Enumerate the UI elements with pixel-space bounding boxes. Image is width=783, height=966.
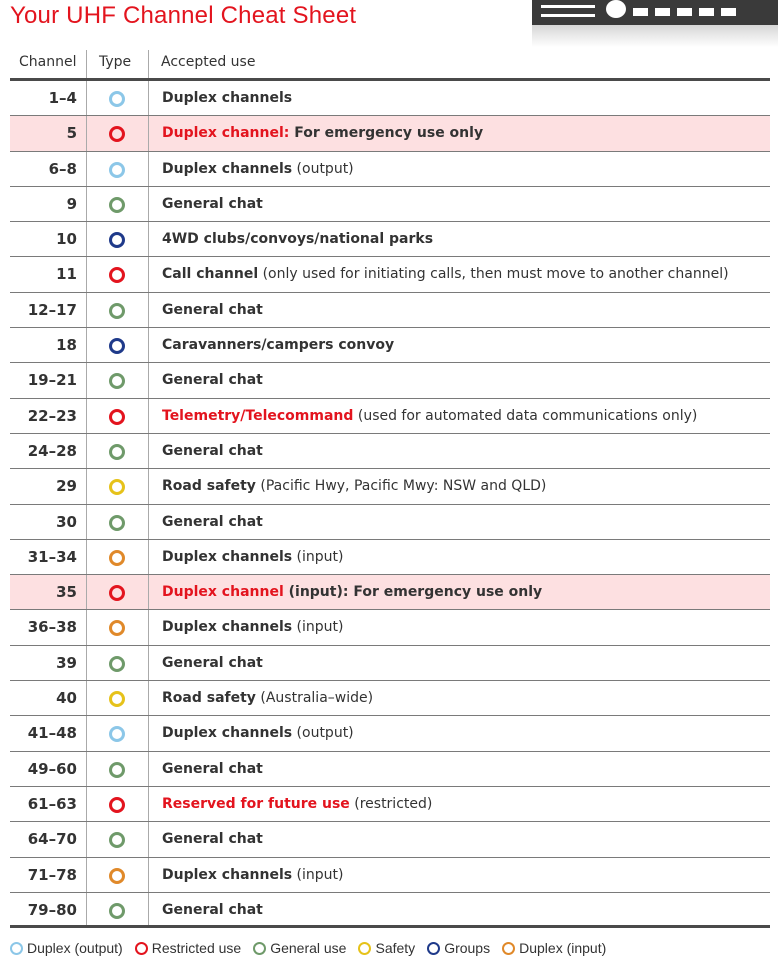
type-ring-icon — [109, 303, 125, 319]
legend-ring-icon — [253, 942, 266, 955]
accepted-use — [162, 549, 343, 565]
table-row — [10, 716, 770, 751]
column-divider — [86, 752, 87, 786]
column-divider — [86, 858, 87, 892]
column-divider — [148, 328, 149, 362]
type-ring-icon — [109, 585, 125, 601]
table-bottom-rule — [10, 925, 770, 928]
table-row — [10, 328, 770, 363]
channel-number: 9 — [66, 194, 77, 213]
dash-icon — [633, 8, 648, 16]
column-divider — [86, 81, 87, 115]
channel-number: 39 — [56, 653, 77, 672]
table-body — [10, 81, 770, 928]
legend-ring-icon — [427, 942, 440, 955]
legend — [10, 940, 618, 956]
channel-number: 64–70 — [27, 830, 77, 849]
type-ring-icon — [109, 620, 125, 636]
use-bold-text: 4WD clubs/convoys/national parks — [162, 231, 434, 248]
channel-number: 18 — [56, 336, 77, 355]
table-row — [10, 434, 770, 469]
column-divider — [148, 81, 149, 115]
column-divider — [86, 116, 87, 150]
use-bold-text: For emergency use only — [289, 125, 484, 142]
column-divider — [86, 540, 87, 574]
use-bold-text: Duplex channels — [162, 160, 293, 177]
channel-number: 36–38 — [27, 618, 77, 637]
type-ring-icon — [109, 479, 125, 495]
table-row — [10, 822, 770, 857]
type-ring-icon — [109, 162, 125, 178]
column-divider — [148, 681, 149, 715]
accepted-use — [162, 125, 483, 141]
column-divider — [86, 222, 87, 256]
use-note-text: (Australia–wide) — [255, 690, 374, 707]
use-bold-text: Call channel — [162, 266, 259, 283]
column-divider — [148, 257, 149, 291]
column-divider — [148, 610, 149, 644]
table-row — [10, 505, 770, 540]
column-divider — [86, 187, 87, 221]
column-divider — [86, 363, 87, 397]
use-highlight-text: Duplex channel — [162, 584, 284, 601]
column-divider — [148, 646, 149, 680]
column-divider — [86, 787, 87, 821]
channel-number: 5 — [66, 124, 77, 143]
legend-ring-icon — [10, 942, 23, 955]
use-bold-text: General chat — [162, 831, 263, 848]
accepted-use — [162, 372, 263, 388]
channel-number: 40 — [56, 689, 77, 708]
use-bold-text: Caravanners/campers convoy — [162, 337, 395, 354]
legend-ring-icon — [502, 942, 515, 955]
column-divider — [86, 434, 87, 468]
legend-label: Safety — [375, 940, 416, 956]
channel-number: 29 — [56, 477, 77, 496]
use-bold-text: General chat — [162, 901, 263, 918]
column-divider — [148, 434, 149, 468]
column-divider — [148, 858, 149, 892]
type-ring-icon — [109, 762, 125, 778]
header-type: Type — [99, 54, 132, 70]
column-divider — [86, 50, 87, 78]
channel-number: 11 — [56, 265, 77, 284]
use-note-text: (input) — [292, 619, 344, 636]
column-divider — [86, 646, 87, 680]
use-bold-text: Duplex channels — [162, 548, 293, 565]
column-divider — [86, 328, 87, 362]
accepted-use — [162, 478, 546, 494]
type-ring-icon — [109, 267, 125, 283]
type-ring-icon — [109, 550, 125, 566]
channel-number: 6–8 — [48, 159, 77, 178]
use-note-text: (used for automated data communications only) — [353, 407, 698, 424]
table-row — [10, 363, 770, 398]
accepted-use — [162, 196, 263, 212]
table-row — [10, 116, 770, 151]
use-bold-text: Duplex channels — [162, 866, 293, 883]
table-row — [10, 787, 770, 822]
type-ring-icon — [109, 797, 125, 813]
type-ring-icon — [109, 338, 125, 354]
channel-number: 1–4 — [48, 89, 77, 107]
table-row — [10, 540, 770, 575]
channel-number: 30 — [56, 512, 77, 531]
table-row — [10, 187, 770, 222]
channel-number: 22–23 — [27, 406, 77, 425]
use-bold-text: General chat — [162, 760, 263, 777]
table-row — [10, 399, 770, 434]
accepted-use — [162, 514, 263, 530]
type-ring-icon — [109, 197, 125, 213]
legend-item — [135, 940, 241, 956]
table-row — [10, 610, 770, 645]
accepted-use — [162, 796, 432, 812]
column-divider — [86, 610, 87, 644]
channel-number: 35 — [56, 583, 77, 602]
legend-label: Restricted use — [151, 940, 242, 956]
use-note-text: (Pacific Hwy, Pacific Mwy: NSW and QLD) — [255, 478, 547, 495]
legend-item — [10, 940, 123, 956]
legend-label: Groups — [444, 940, 491, 956]
accepted-use — [162, 725, 354, 741]
column-divider — [86, 293, 87, 327]
use-bold-text: General chat — [162, 195, 263, 212]
channel-number: 79–80 — [27, 900, 77, 919]
use-note-text: (output) — [292, 160, 354, 177]
column-divider — [148, 822, 149, 856]
legend-ring-icon — [358, 942, 371, 955]
legend-item — [427, 940, 490, 956]
table-row — [10, 893, 770, 928]
column-divider — [148, 505, 149, 539]
use-highlight-text: Reserved for future use — [162, 795, 350, 812]
use-highlight-text: Duplex channel: — [162, 125, 290, 142]
column-divider — [86, 822, 87, 856]
column-divider — [86, 893, 87, 927]
column-divider — [86, 681, 87, 715]
slider-knob-icon — [606, 0, 626, 18]
header-accepted-use: Accepted use — [161, 54, 256, 70]
accepted-use — [162, 761, 263, 777]
legend-label: Duplex (input) — [519, 940, 607, 956]
legend-ring-icon — [135, 942, 148, 955]
dash-icon — [699, 8, 714, 16]
use-note-text: (restricted) — [349, 795, 433, 812]
column-divider — [148, 187, 149, 221]
use-bold-text: General chat — [162, 372, 263, 389]
type-ring-icon — [109, 832, 125, 848]
accepted-use — [162, 619, 343, 635]
column-divider — [148, 116, 149, 150]
accepted-use — [162, 161, 354, 177]
channel-number: 49–60 — [27, 759, 77, 778]
type-ring-icon — [109, 903, 125, 919]
channel-number: 19–21 — [27, 371, 77, 390]
table-row — [10, 752, 770, 787]
type-ring-icon — [109, 232, 125, 248]
use-bold-text: Duplex channels — [162, 90, 293, 106]
accepted-use — [162, 584, 542, 600]
use-bold-text: General chat — [162, 513, 263, 530]
column-divider — [148, 363, 149, 397]
legend-label: General use — [270, 940, 347, 956]
header-channel: Channel — [19, 54, 77, 70]
type-ring-icon — [109, 656, 125, 672]
column-divider — [86, 716, 87, 750]
use-bold-text: General chat — [162, 301, 263, 318]
channel-number: 31–34 — [27, 547, 77, 566]
channel-number: 12–17 — [27, 300, 77, 319]
table-row — [10, 257, 770, 292]
use-note-text: (output) — [292, 725, 354, 742]
column-divider — [148, 399, 149, 433]
table-row — [10, 681, 770, 716]
accepted-use — [162, 337, 394, 353]
dash-icon — [655, 8, 670, 16]
use-note-text: (only used for initiating calls, then must move to another channel) — [258, 266, 729, 283]
channel-table — [10, 44, 770, 928]
menu-icon-line — [541, 5, 595, 8]
accepted-use — [162, 655, 263, 671]
table-row — [10, 222, 770, 257]
use-note-text: (input) — [292, 548, 344, 565]
dash-icon — [677, 8, 692, 16]
channel-number: 24–28 — [27, 441, 77, 460]
column-divider — [86, 399, 87, 433]
table-row — [10, 81, 770, 116]
use-bold-text: General chat — [162, 442, 263, 459]
type-ring-icon — [109, 91, 125, 107]
accepted-use — [162, 266, 729, 282]
use-bold-text: (input): For emergency use only — [283, 584, 543, 601]
use-bold-text: Duplex channels — [162, 725, 293, 742]
channel-number: 41–48 — [27, 724, 77, 743]
column-divider — [86, 257, 87, 291]
accepted-use — [162, 867, 343, 883]
column-divider — [148, 540, 149, 574]
table-row — [10, 469, 770, 504]
column-divider — [148, 152, 149, 186]
column-divider — [148, 787, 149, 821]
table-header — [10, 44, 770, 81]
table-row — [10, 293, 770, 328]
table-row — [10, 646, 770, 681]
use-bold-text: Road safety — [162, 690, 256, 707]
column-divider — [148, 293, 149, 327]
type-ring-icon — [109, 409, 125, 425]
accepted-use — [162, 302, 263, 318]
type-ring-icon — [109, 126, 125, 142]
column-divider — [148, 50, 149, 78]
column-divider — [148, 752, 149, 786]
table-row — [10, 152, 770, 187]
legend-item — [253, 940, 346, 956]
use-note-text: (input) — [292, 866, 344, 883]
column-divider — [148, 575, 149, 609]
channel-number: 71–78 — [27, 865, 77, 884]
column-divider — [148, 222, 149, 256]
type-ring-icon — [109, 691, 125, 707]
accepted-use — [162, 408, 697, 424]
page-title: Your UHF Channel Cheat Sheet — [10, 2, 357, 29]
legend-item — [502, 940, 606, 956]
accepted-use — [162, 443, 263, 459]
type-ring-icon — [109, 515, 125, 531]
accepted-use — [162, 902, 263, 918]
accepted-use — [162, 231, 433, 247]
use-bold-text: Road safety — [162, 478, 256, 495]
legend-item — [358, 940, 415, 956]
column-divider — [148, 893, 149, 927]
type-ring-icon — [109, 726, 125, 742]
channel-number: 10 — [56, 230, 77, 249]
column-divider — [86, 469, 87, 503]
table-row — [10, 575, 770, 610]
accepted-use — [162, 90, 292, 106]
legend-label: Duplex (output) — [27, 940, 123, 956]
accepted-use — [162, 690, 373, 706]
column-divider — [148, 469, 149, 503]
use-bold-text: Duplex channels — [162, 619, 293, 636]
use-highlight-text: Telemetry/Telecommand — [162, 407, 354, 424]
type-ring-icon — [109, 444, 125, 460]
column-divider — [86, 575, 87, 609]
channel-number: 61–63 — [27, 794, 77, 813]
accepted-use — [162, 831, 263, 847]
table-row — [10, 858, 770, 893]
menu-icon-line — [541, 14, 595, 17]
column-divider — [86, 505, 87, 539]
type-ring-icon — [109, 868, 125, 884]
column-divider — [148, 716, 149, 750]
use-bold-text: General chat — [162, 654, 263, 671]
column-divider — [86, 152, 87, 186]
type-ring-icon — [109, 373, 125, 389]
dash-icon — [721, 8, 736, 16]
